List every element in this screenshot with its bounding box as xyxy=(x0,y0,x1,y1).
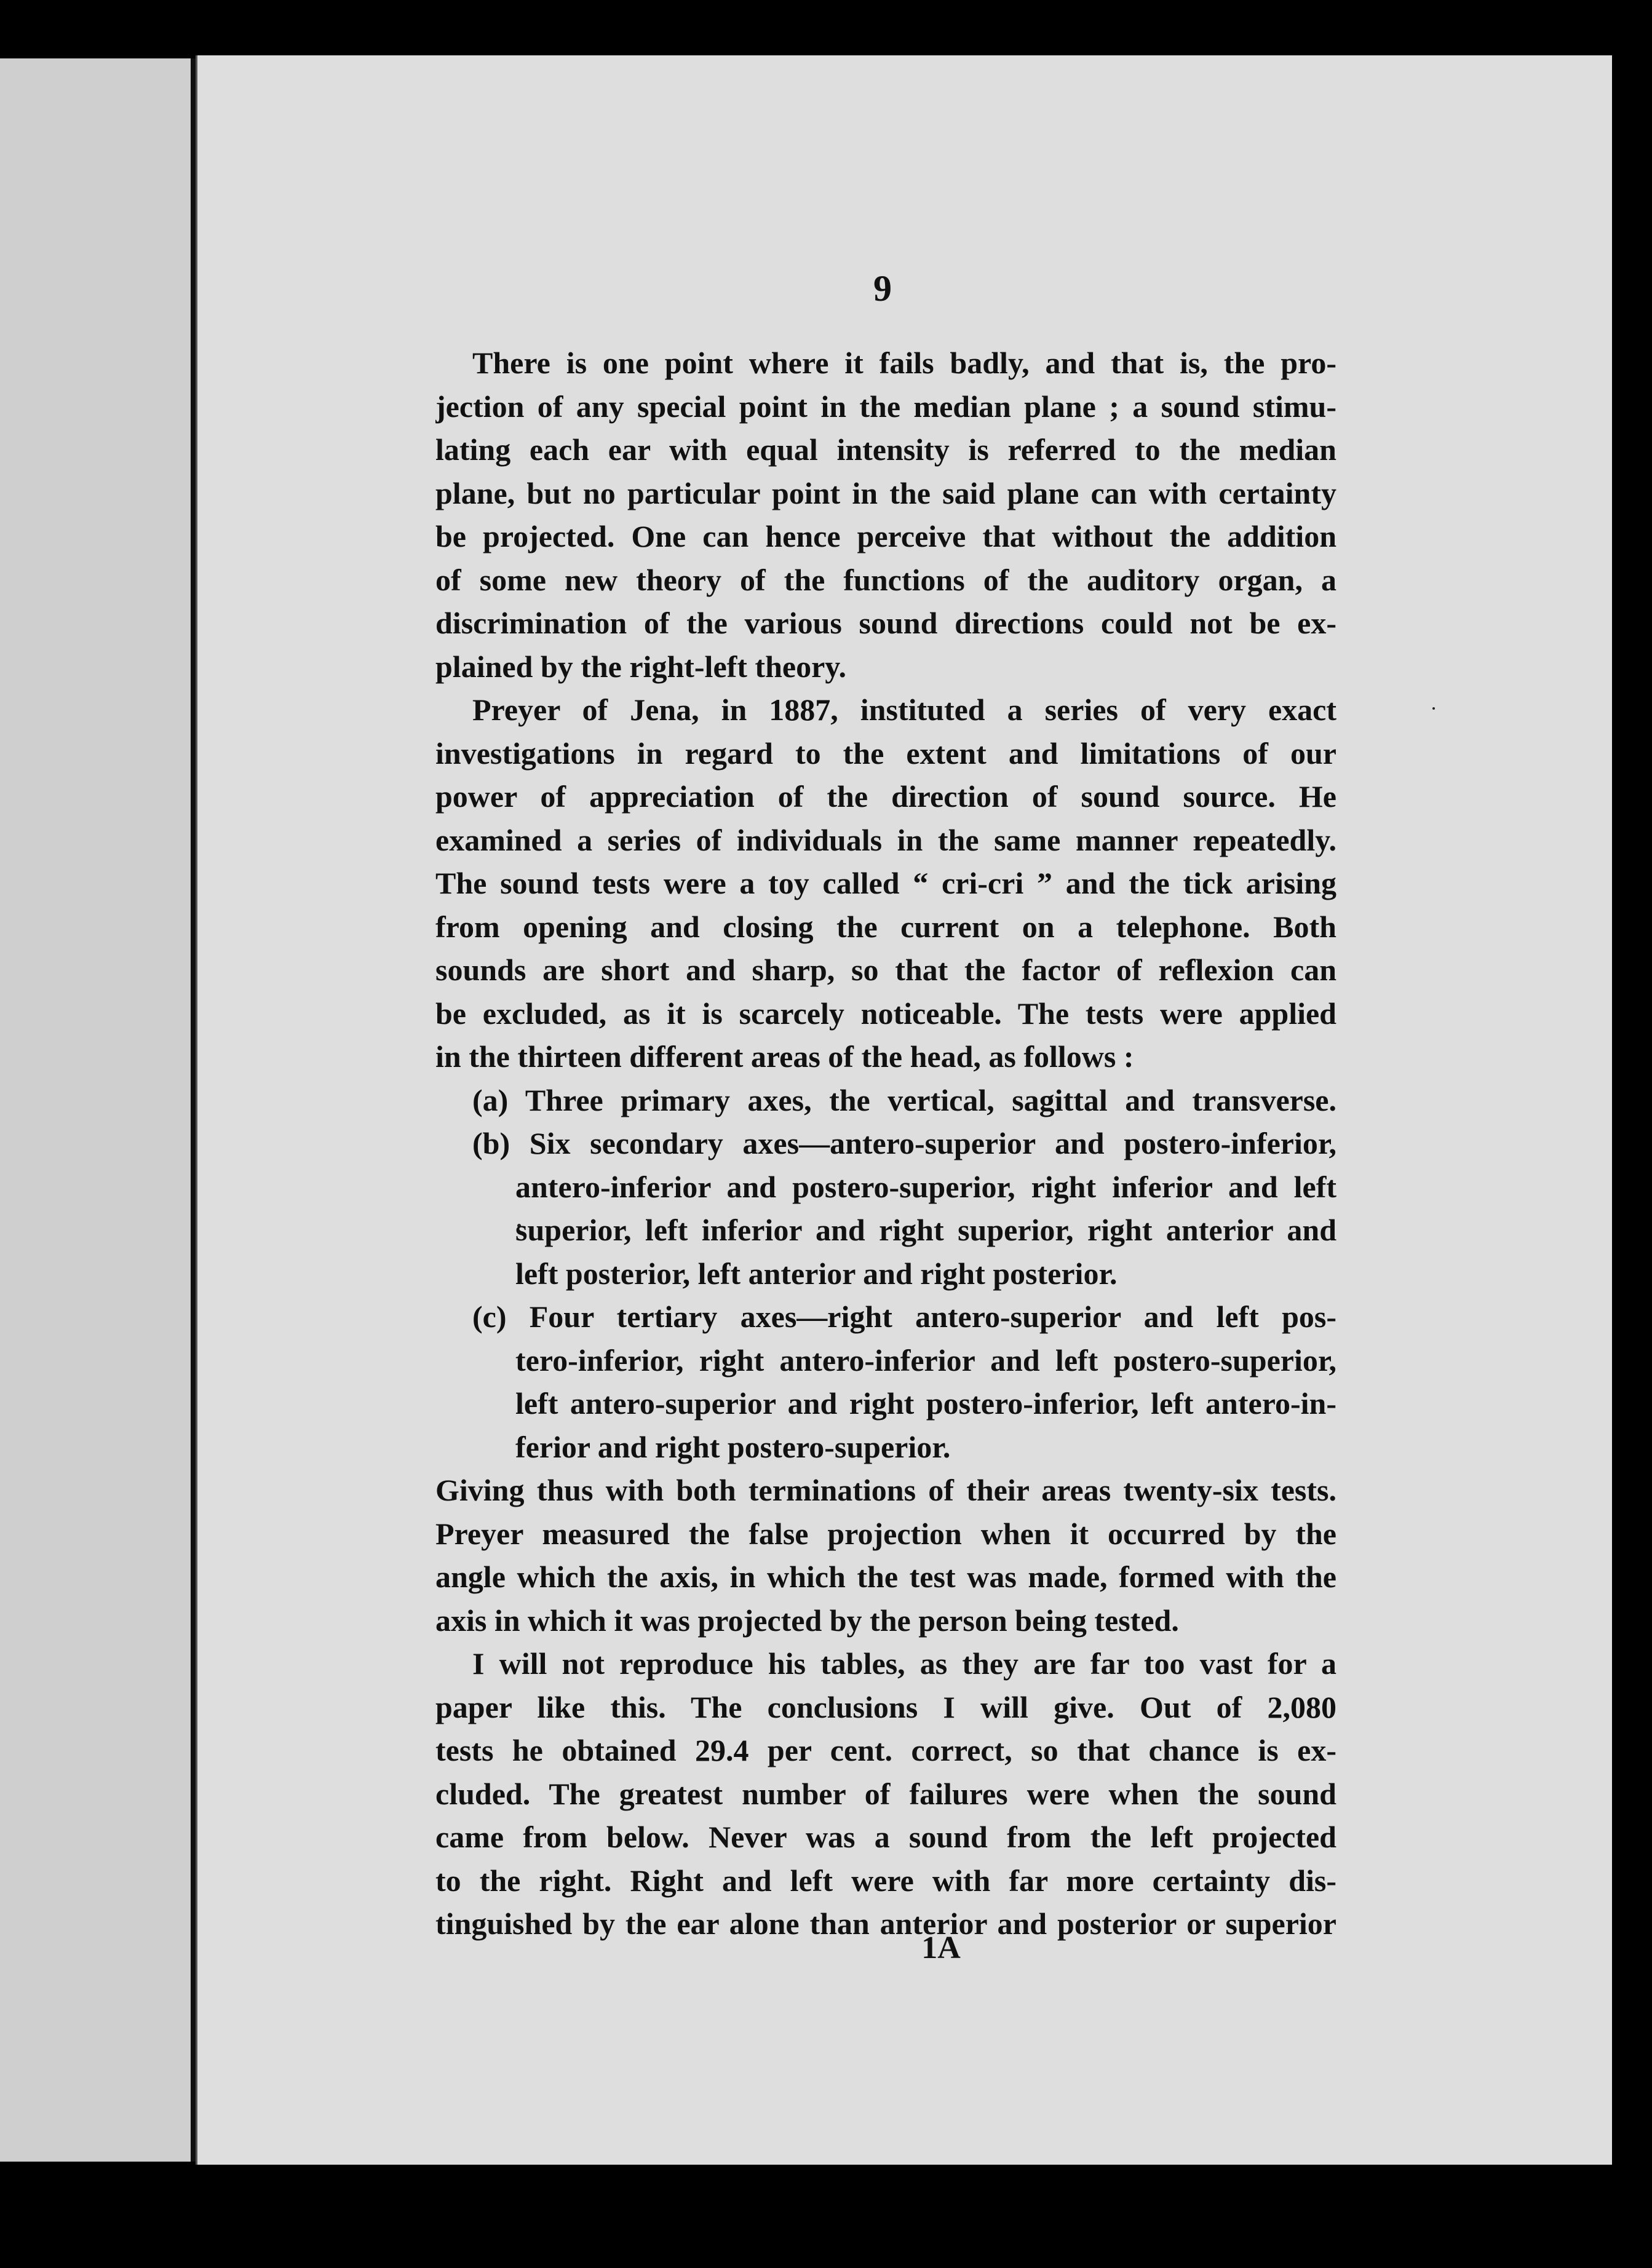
text-line: lating each ear with equal intensity is referred to the median xyxy=(435,432,1336,467)
text-line: cluded. The greatest number of failures were when the sound xyxy=(435,1776,1336,1811)
text-line: Preyer measured the false projection when it occurred by the xyxy=(435,1516,1336,1551)
list-item-c: (c) Four tertiary axes—right antero-superior and left pos- xyxy=(472,1299,1336,1334)
text-line: of some new theory of the functions of the auditory organ, a xyxy=(435,562,1336,597)
facing-page-edge xyxy=(0,58,196,2162)
text-line: be projected. One can hence perceive that without the addition xyxy=(435,519,1336,553)
text-line: paper like this. The conclusions I will give. Out of 2,080 xyxy=(435,1689,1336,1724)
text-line: I will not reproduce his tables, as they are far too vast for a xyxy=(472,1646,1336,1681)
scan-speck xyxy=(1432,707,1435,710)
text-line: angle which the axis, in which the test was made, formed with the xyxy=(435,1560,1336,1594)
text-line: from opening and closing the current on a telephone. Both xyxy=(435,909,1336,944)
text-line: investigations in regard to the extent and limitations of our xyxy=(435,736,1336,771)
text-line: The sound tests were a toy called “ cri-cri ” and the tick arising xyxy=(435,866,1336,900)
text-line: left posterior, left anterior and right posterior. xyxy=(515,1256,1118,1291)
list-item-a: (a) Three primary axes, the vertical, sagittal and transverse. xyxy=(472,1082,1336,1117)
text-line: Preyer of Jena, in 1887, instituted a series of very exact xyxy=(472,692,1336,727)
text-line: axis in which it was projected by the person being tested. xyxy=(435,1603,1179,1638)
text-line: plained by the right-left theory. xyxy=(435,649,847,684)
text-line: to the right. Right and left were with far more certainty dis- xyxy=(435,1863,1336,1898)
text-line: tero-inferior, right antero-inferior and left postero-superior, xyxy=(515,1342,1336,1378)
text-line: Giving thus with both terminations of their areas twenty-six tests. xyxy=(435,1473,1336,1507)
text-line: sounds are short and sharp, so that the factor of reflexion can xyxy=(435,953,1336,987)
text-line: left antero-superior and right postero-inferior, left antero-in- xyxy=(515,1386,1336,1421)
text-line: in the thirteen different areas of the head, as follows : xyxy=(435,1039,1134,1074)
text-line: antero-inferior and postero-superior, right inferior and left xyxy=(515,1169,1336,1204)
list-item-b: (b) Six secondary axes—antero-superior and postero-inferior, xyxy=(472,1126,1336,1160)
body-text xyxy=(435,341,1336,1946)
text-line: tests he obtained 29.4 per cent. correct, so that chance is ex- xyxy=(435,1733,1336,1767)
signature-mark: 1A xyxy=(921,1930,961,1965)
text-line: came from below. Never was a sound from the left projected xyxy=(435,1820,1336,1854)
text-line: There is one point where it fails badly, and that is, the pro- xyxy=(472,346,1336,380)
text-line: tinguished by the ear alone than anterior and posterior or superior xyxy=(435,1906,1336,1941)
text-line: power of appreciation of the direction of sound source. He xyxy=(435,779,1336,814)
text-line: jection of any special point in the median plane ; a sound stimu- xyxy=(435,389,1336,424)
text-line: plane, but no particular point in the said plane can with certainty xyxy=(435,475,1336,510)
page-number: 9 xyxy=(873,268,892,309)
text-line: ferior and right postero-superior. xyxy=(515,1429,951,1464)
text-line: discrimination of the various sound directions could not be ex- xyxy=(435,606,1336,640)
text-line: superior, left inferior and right superior, right anterior and xyxy=(515,1213,1336,1247)
text-line: examined a series of individuals in the same manner repeatedly. xyxy=(435,822,1336,857)
text-line: be excluded, as it is scarcely noticeable. The tests were applied xyxy=(435,996,1336,1031)
